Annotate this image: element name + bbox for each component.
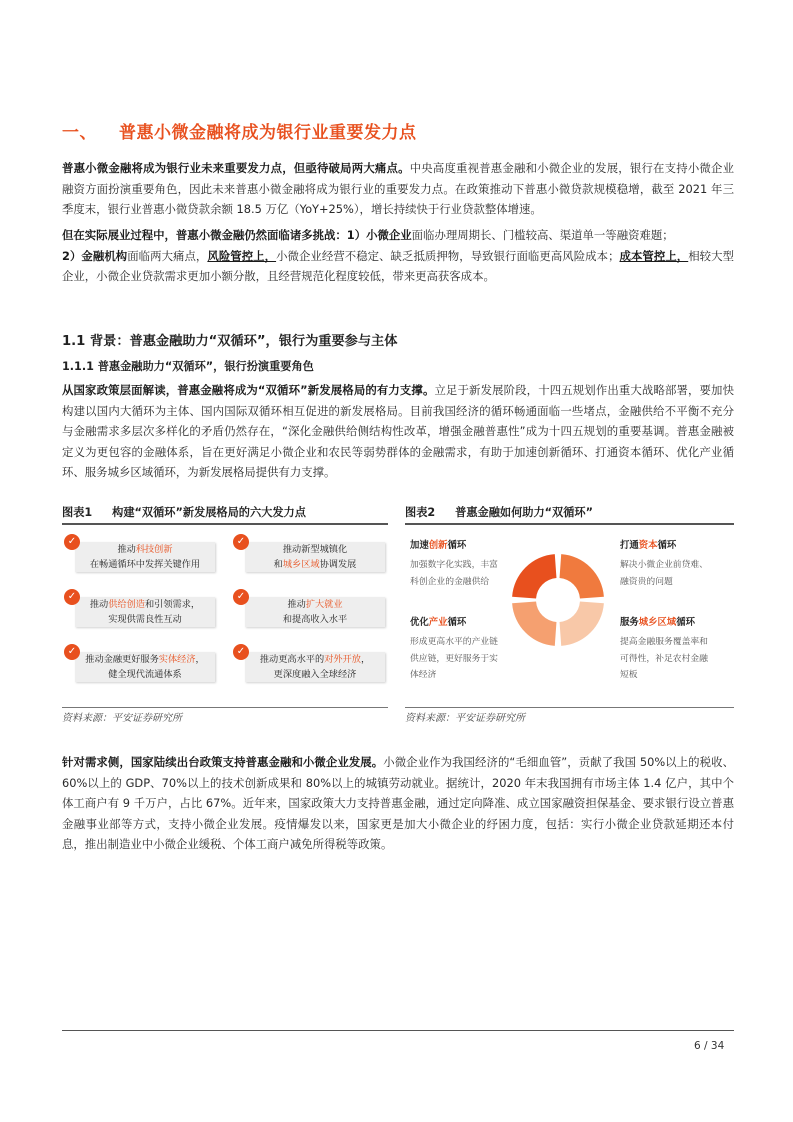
quadrant-title-highlight: 城乡区域 [638,617,677,628]
fig1-card-2 [245,542,385,572]
card-text-line2: 健全现代流通体系 [108,669,182,680]
quadrant-body-line: 融资贵的问题 [620,576,673,587]
footer-rule [62,1030,734,1031]
fig1-card-4 [245,597,385,627]
card-text: 推动 [89,599,109,610]
fig2-quadrant-region [620,614,730,684]
card-text: 推动新型城镇化 [282,544,348,555]
paragraph-2-text-3: 小微企业经营不稳定、缺乏抵质押物，导致银行面临更高风险成本； [276,248,620,263]
quadrant-body-line: 形成更高水平的产业链 [410,637,498,647]
paragraph-2-text-4: 相较大型企业，小微企业贷款需求更加小额分散，且经营规范化程度较低，带来更高获客成本。 [62,248,734,284]
card-text-line2: 更深度融入全球经济 [273,669,357,680]
quadrant-title-pre: 优化 [410,617,429,628]
check-icon: ✓ [233,644,249,660]
check-icon: ✓ [64,589,80,605]
quadrant-body [410,557,520,590]
figure-1-title-text: 构建“双循环”新发展格局的六大发力点 [112,506,306,519]
paragraph-3 [62,380,734,483]
quadrant-title [620,537,730,551]
quadrant-body-line: 科创企业的金融供给 [410,576,490,587]
paragraph-3-body: 立足于新发展阶段，十四五规划作出重大战略部署，要加快构建以国内大循环为主体、国内国际双循环相互促进的新发展格局。目前我国经济的循环畅通面临一些堵点，金融供给不平衡不充分与金融需求多层次多样化的矛盾仍然存在，“深化金融供给侧结构性改革，增强金融普惠性”成为十四五规划的重要基调。普惠金融被定义为更包容的金融体系，旨在更好满足小微企业和农民等弱势群体的金融需求，有助于加速创新循环、打通资本循环、优化产业循环、服务城乡区域循环，为新发展格局提供有力支撑。 [62,383,734,480]
card-text: ， [195,654,205,665]
card-highlight: 扩大就业 [305,599,343,610]
paragraph-1-body: 中央高度重视普惠金融和小微企业的发展，银行在支持小微企业融资方面扮演重要角色，因此未来普惠小微金融将成为银行业的重要发力点。在政策推动下普惠小微贷款规模稳增，截至 2021 年三季度末，银行业普惠小微贷款余额 18.5 万亿（YoY+25%），增长持续快于行业贷款整体增速。 [62,161,734,217]
quadrant-body [620,634,730,684]
card-text-line2: 实现供需良性互动 [108,614,182,625]
quadrant-title [410,614,520,628]
paragraph-2-lead-2: 2）金融机构 [62,248,128,263]
card-text: 和引领需求， [145,599,201,610]
subsection-heading: 1.1 背景：普惠金融助力“双循环”，银行为重要参与主体 [62,334,398,349]
double-circle-donut [510,552,606,648]
quadrant-body-line: 解决小微企业前贷难、 [620,560,708,570]
card-text: 推动 [117,544,136,555]
card-highlight: 对外开放 [324,654,361,665]
quadrant-title-pre: 加速 [410,540,429,551]
section-number: 一、 [62,123,97,143]
figure-1-top-rule [62,523,388,525]
quadrant-title [620,614,730,628]
paragraph-2-lead: 但在实际展业过程中，普惠小微金融仍然面临诸多挑战：1）小微企业 [62,228,412,242]
quadrant-title-highlight: 产业 [428,617,448,628]
quadrant-body [410,634,520,684]
fig2-quadrant-capital [620,537,730,590]
card-text: ， [360,654,371,665]
quadrant-body-line: 加强数字化实践，丰富 [410,560,498,570]
figure-1-bottom-rule [62,707,388,708]
card-text: 和 [273,559,283,570]
cost-control-label: 成本管控上， [619,248,689,263]
quadrant-title-post: 循环 [657,540,677,551]
card-text: 推动金融更好服务 [85,654,159,665]
figure-2-bottom-rule [405,707,734,708]
paragraph-4-lead: 针对需求侧，国家陆续出台政策支持普惠金融和小微企业发展。 [62,755,384,769]
figure-1-source: 资料来源：平安证券研究所 [62,713,182,724]
fig1-card-3 [75,597,215,627]
figure-2-source: 资料来源：平安证券研究所 [405,713,525,724]
card-text: 协调发展 [319,559,357,570]
fig2-quadrant-industry [410,614,520,684]
card-text: 推动 [287,599,306,610]
check-icon: ✓ [233,534,249,550]
paragraph-4 [62,752,734,855]
quadrant-body-line: 供应链，更好服务于实 [410,653,498,664]
quadrant-title [410,537,520,551]
quadrant-body-line: 短板 [620,670,638,680]
paragraph-2 [62,225,734,287]
fig1-card-5 [75,652,215,682]
quadrant-body [620,557,730,590]
card-text: 推动更高水平的 [259,654,325,665]
donut-segment-capital [560,554,604,598]
figure-2 [405,503,734,525]
card-highlight: 科技创新 [135,544,173,555]
fig1-card-1 [75,542,215,572]
figure-2-label: 图表2 [405,506,436,519]
paragraph-1 [62,158,734,220]
figure-1-label: 图表1 [62,506,93,519]
figure-2-title-text: 普惠金融如何助力“双循环” [455,506,593,519]
card-highlight: 城乡区域 [282,559,320,570]
section-heading [62,118,417,143]
paragraph-2-text-2: 面临两大痛点， [127,248,208,263]
quadrant-title-post: 循环 [447,617,467,628]
subsubsection-heading: 1.1.1 普惠金融助力“双循环”，银行扮演重要角色 [62,360,314,373]
paragraph-2-text-1: 面临办理周期长、门槛较高、渠道单一等融资难题； [411,228,674,242]
quadrant-title-pre: 服务 [620,617,639,628]
quadrant-title-post: 循环 [676,617,696,628]
check-icon: ✓ [233,589,249,605]
figure-2-title [405,503,734,523]
fig1-card-6 [245,652,385,682]
quadrant-title-post: 循环 [447,540,467,551]
quadrant-body-line: 提高金融服务覆盖率和 [620,637,708,647]
paragraph-3-lead: 从国家政策层面解读，普惠金融将成为“双循环”新发展格局的有力支撑。 [62,383,435,397]
quadrant-body-line: 体经济 [410,670,437,680]
check-icon: ✓ [64,534,80,550]
check-icon: ✓ [64,644,80,660]
quadrant-title-pre: 打通 [620,540,639,551]
donut-segment-region [560,602,604,646]
card-highlight: 实体经济 [158,654,196,665]
card-highlight: 供给创造 [108,599,145,610]
quadrant-body-line: 可得性，补足农村金融 [620,653,708,664]
paragraph-4-body: 小微企业作为我国经济的“毛细血管”，贡献了我国 50%以上的税收、60%以上的 GDP、70%以上的技术创新成果和 80%以上的城镇劳动就业。据统计，2020 年末我国拥有市场主体 1.4 亿户，其中个体工商户有 9 千万户，占比 67%。近年来，国家政策大力支持普惠金融，通过定向降准、成立国家融资担保基金、要求银行设立普惠金融事业部等方式，支持小微企业发展。疫情爆发以来，国家更是加大小微企业的纾困力度，包括：实行小微企业贷款延期还本付息，推出制造业中小微企业缓税、个体工商户减免所得税等政策。 [62,755,734,852]
figure-2-top-rule [405,523,734,525]
risk-control-label: 风险管控上， [207,248,277,263]
figure-1-title [62,503,388,523]
fig2-quadrant-innovation [410,537,520,590]
figure-1 [62,503,388,525]
quadrant-title-highlight: 创新 [428,540,448,551]
page-number: 6 / 34 [694,1040,725,1052]
card-text-line2: 在畅通循环中发挥关键作用 [89,559,201,570]
card-text-line2: 和提高收入水平 [282,614,348,625]
paragraph-1-lead: 普惠小微金融将成为银行业未来重要发力点，但亟待破局两大痛点。 [62,161,410,175]
section-title: 普惠小微金融将成为银行业重要发力点 [119,123,417,143]
quadrant-title-highlight: 资本 [638,540,658,551]
